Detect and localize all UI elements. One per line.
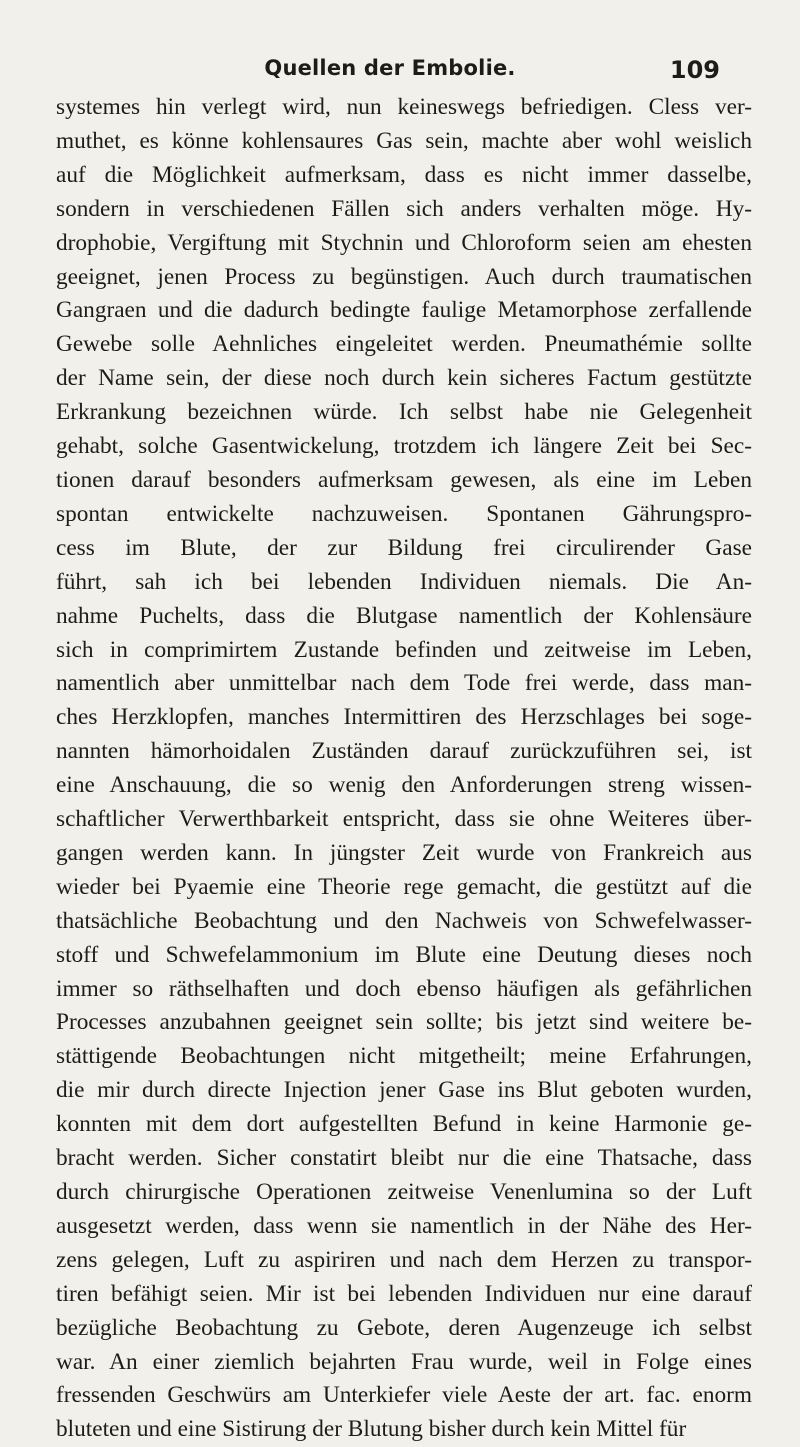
text-line: gangen werden kann. In jüngster Zeit wurde von Frankreich aus xyxy=(56,839,752,866)
text-line: durch chirurgische Operationen zeitweise Venenlumina so der Luft xyxy=(56,1179,752,1205)
text-line: die mir durch directe Injection jener Gase ins Blut geboten wurden, xyxy=(56,1077,752,1104)
text-line: der Name sein, der diese noch durch kein sicheres Factum gestützte xyxy=(56,365,752,392)
page-number: 109 xyxy=(669,56,720,84)
running-title: Quellen der Embolie. xyxy=(264,56,516,80)
text-line: nahme Puchelts, dass die Blutgase namentlich der Kohlensäure xyxy=(56,602,752,629)
text-line: zens gelegen, Luft zu aspiriren und nach dem Herzen zu transpor- xyxy=(56,1246,752,1273)
text-line: Processes anzubahnen geeignet sein sollte; bis jetzt sind weitere be- xyxy=(56,1009,752,1036)
text-line: konnten mit dem dort aufgestellten Befund in keine Harmonie ge- xyxy=(56,1111,752,1138)
text-line: tiren befähigt seien. Mir ist bei lebenden Individuen nur eine darauf xyxy=(56,1280,752,1307)
text-line: bezügliche Beobachtung zu Gebote, deren Augenzeuge ich selbst xyxy=(56,1314,752,1341)
text-line: wieder bei Pyaemie eine Theorie rege gemacht, die gestützt auf die xyxy=(56,873,752,900)
text-line: ausgesetzt werden, dass wenn sie namentlich in der Nähe des Her- xyxy=(56,1212,752,1239)
text-line: nannten hämorhoidalen Zuständen darauf zurückzuführen sei, ist xyxy=(56,738,752,765)
page-header xyxy=(60,56,720,90)
text-line: stoff und Schwefelammonium im Blute eine Deutung dieses noch xyxy=(56,941,752,968)
text-line: Erkrankung bezeichnen würde. Ich selbst habe nie Gelegenheit xyxy=(56,399,752,426)
text-line: cess im Blute, der zur Bildung frei circulirender Gase xyxy=(56,534,752,561)
text-line: spontan entwickelte nachzuweisen. Spontanen Gährungspro- xyxy=(56,500,752,527)
text-line: bracht werden. Sicher constatirt bleibt nur die eine Thatsache, dass xyxy=(56,1145,752,1172)
text-line: auf die Möglichkeit aufmerksam, dass es nicht immer dasselbe, xyxy=(56,161,752,188)
text-line: gehabt, solche Gasentwickelung, trotzdem ich längere Zeit bei Sec- xyxy=(56,433,752,460)
text-line: fressenden Geschwürs am Unterkiefer viele Aeste der art. fac. enorm xyxy=(56,1382,752,1409)
text-line: führt, sah ich bei lebenden Individuen niemals. Die An- xyxy=(56,568,752,595)
text-line: systemes hin verlegt wird, nun keineswegs befriedigen. Cless ver- xyxy=(56,94,752,120)
text-line: bluteten und eine Sistirung der Blutung bisher durch kein Mittel für xyxy=(56,1416,687,1443)
text-line: geeignet, jenen Process zu begünstigen. Auch durch traumatischen xyxy=(56,263,752,290)
text-line: drophobie, Vergiftung mit Stychnin und Chloroform seien am ehesten xyxy=(56,229,752,256)
text-line: tionen darauf besonders aufmerksam gewesen, als eine im Leben xyxy=(56,466,752,493)
text-line: muthet, es könne kohlensaures Gas sein, machte aber wohl weislich xyxy=(56,127,752,154)
text-line: stättigende Beobachtungen nicht mitgetheilt; meine Erfahrungen, xyxy=(56,1043,752,1070)
text-line: eine Anschauung, die so wenig den Anforderungen streng wissen- xyxy=(56,772,752,799)
text-line: sich in comprimirtem Zustande befinden und zeitweise im Leben, xyxy=(56,636,752,663)
text-line: schaftlicher Verwerthbarkeit entspricht, dass sie ohne Weiteres über- xyxy=(56,806,752,833)
text-line: war. An einer ziemlich bejahrten Frau wurde, weil in Folge eines xyxy=(56,1348,752,1375)
text-line: Gangraen und die dadurch bedingte faulige Metamorphose zerfallende xyxy=(56,297,752,324)
text-line: ches Herzklopfen, manches Intermittiren des Herzschlages bei soge- xyxy=(56,704,752,731)
text-line: namentlich aber unmittelbar nach dem Tode frei werde, dass man- xyxy=(56,670,752,697)
text-line: thatsächliche Beobachtung und den Nachweis von Schwefelwasser- xyxy=(56,907,752,934)
text-line: sondern in verschiedenen Fällen sich anders verhalten möge. Hy- xyxy=(56,195,752,222)
body-text xyxy=(56,91,752,1447)
text-line: immer so räthselhaften und doch ebenso häufigen als gefährlichen xyxy=(56,975,752,1002)
text-line: Gewebe solle Aehnliches eingeleitet werden. Pneumathémie sollte xyxy=(56,331,752,358)
